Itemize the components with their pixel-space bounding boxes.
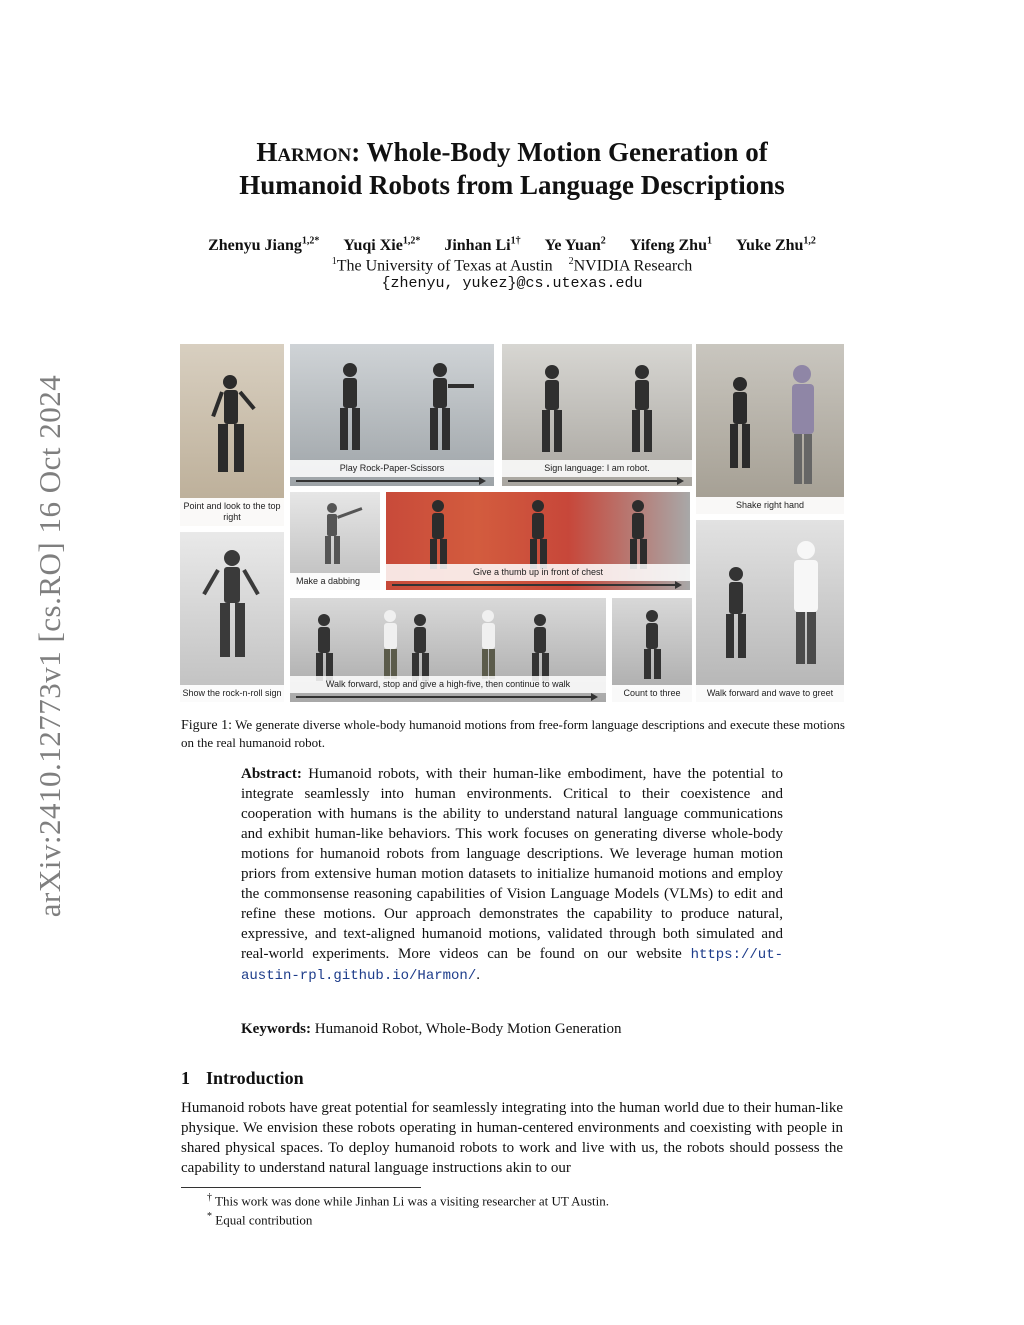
author: Jinhan $Li^{1\dagger}$ xyxy=(444,236,521,255)
figure-panel-rps xyxy=(290,344,494,486)
author: Ye Yuan$^2$ xyxy=(544,236,606,255)
panel-caption: Make a dabbing xyxy=(290,573,380,590)
robot-image xyxy=(290,492,380,572)
author-list xyxy=(0,236,1024,255)
arxiv-sidebar-id: arXiv:2410.12773v1 [cs.RO] 16 Oct 2024 xyxy=(32,374,67,918)
panel-caption: Walk forward and wave to greet xyxy=(696,685,844,702)
figure-caption-text: We generate diverse whole-body humanoid motions from free-form language descriptions and execute these motions on the real humanoid robot. xyxy=(181,717,845,750)
author: Zhenyu Jiang$^{1,2*}$ xyxy=(208,236,320,255)
panel-caption: Give a thumb up in front of chest xyxy=(386,564,690,581)
author: Yifeng Zhu$^1$ xyxy=(629,236,712,255)
affiliations: $^1$The University of Texas at Austin $^2$NVIDIA Research xyxy=(331,256,693,275)
section-title: Introduction xyxy=(206,1068,304,1088)
panel-caption: Sign language: I am robot. xyxy=(502,460,692,477)
robot-image xyxy=(502,344,692,464)
figure-1 xyxy=(180,344,844,702)
figure-panel-highfive xyxy=(290,598,606,702)
panel-caption: Count to three xyxy=(612,685,692,702)
time-arrow xyxy=(296,696,592,698)
panel-caption: Walk forward, stop and give a high-five, then continue to walk xyxy=(290,676,606,693)
panel-caption: Point and look to the top right xyxy=(180,498,284,526)
figure-panel-thumb xyxy=(386,492,690,590)
figure-panel-wave xyxy=(696,520,844,702)
title-prefix: Harmon xyxy=(256,137,352,167)
robot-image xyxy=(612,598,692,684)
footnote-rule xyxy=(181,1187,421,1188)
robot-image xyxy=(696,344,844,494)
author: Yuke Zhu$^{1,2}$ xyxy=(735,236,816,255)
abstract-label: Abstract: xyxy=(241,766,302,782)
panel-caption: Shake right hand xyxy=(696,497,844,514)
robot-image xyxy=(290,598,606,684)
figure-caption xyxy=(181,716,845,751)
robot-image xyxy=(290,344,494,464)
footnote: * Equal contribution xyxy=(207,1211,313,1228)
abstract: Abstract: Humanoid robots, with their human-like embodiment, have the potential to integrate seamlessly into human environments. Critical to their coexistence and cooperation with humans is the ability to understand natural language communications and exhibit human-like behaviors. This work focuses on generating diverse whole-body motions for humanoid robots from language descriptions. We leverage human motion priors from extensive human motion datasets to initialize humanoid motions and employ the commonsense reasoning capabilities of Vision Language Models (VLMs) to edit and refine these motions. Our approach demonstrates the capability to produce natural, expressive, and text-aligned humanoid motions, validated through both simulated and real-world experiments. More videos can be found on our website https://ut-austin-rpl.github.io/Harmon/. xyxy=(241,766,784,984)
figure-panel-shake xyxy=(696,344,844,514)
robot-image xyxy=(386,492,690,572)
panel-caption: Show the rock-n-roll sign xyxy=(180,685,284,702)
panel-caption: Play Rock-Paper-Scissors xyxy=(290,460,494,477)
section-heading xyxy=(181,1068,304,1089)
time-arrow xyxy=(296,480,480,482)
robot-image xyxy=(696,520,844,670)
figure-panel-rocknroll xyxy=(180,532,284,702)
figure-panel-count xyxy=(612,598,692,702)
robot-image xyxy=(180,344,284,494)
keywords xyxy=(241,1021,783,1038)
author: Yuqi Xie$^{1,2*}$ xyxy=(343,236,421,255)
title-line2: Humanoid Robots from Language Descriptions xyxy=(239,170,785,200)
keywords-text: Humanoid Robot, Whole-Body Motion Generation xyxy=(314,1021,622,1037)
robot-image xyxy=(180,532,284,672)
title-line1: : Whole-Body Motion Generation of xyxy=(351,137,768,167)
paper-title xyxy=(0,136,1024,202)
footnote: † This work was done while Jinhan Li was a visiting researcher at UT Austin. xyxy=(207,1192,610,1209)
figure-panel-point xyxy=(180,344,284,526)
contact-email: {zhenyu, yukez}@cs.utexas.edu xyxy=(381,275,643,292)
figure-panel-sign xyxy=(502,344,692,486)
website-link[interactable]: https://ut-austin-rpl.github.io/Harmon/ xyxy=(241,947,783,984)
figure-panel-dab xyxy=(290,492,380,590)
intro-paragraph: Humanoid robots have great potential for seamlessly integrating into the human world due to their human-like physique. We envision these robots operating in human-centered environments and coexisting with people in shared physical spaces. To deploy humanoid robots to work and live with us, the robots should possess the capability to understand natural language instructions akin to our xyxy=(181,1100,843,1176)
figure-label: Figure 1: xyxy=(181,718,233,733)
time-arrow xyxy=(508,480,678,482)
abstract-text: Humanoid robots, with their human-like embodiment, have the potential to integrate seamlessly into human environments. Critical to their coexistence and cooperation with humans is the ability to understand natural language communications and exhibit human-like behaviors. This work focuses on generating diverse whole-body motions for humanoid robots from language descriptions. We leverage human motion priors from extensive human motion datasets to initialize humanoid motions and employ the commonsense reasoning capabilities of Vision Language Models (VLMs) to edit and refine these motions. Our approach demonstrates the capability to produce natural, expressive, and text-aligned humanoid motions, validated through both simulated and real-world experiments. More videos can be found on our website xyxy=(241,766,784,962)
keywords-label: Keywords: xyxy=(241,1021,311,1037)
time-arrow xyxy=(392,584,676,586)
section-number: 1 xyxy=(181,1068,190,1088)
